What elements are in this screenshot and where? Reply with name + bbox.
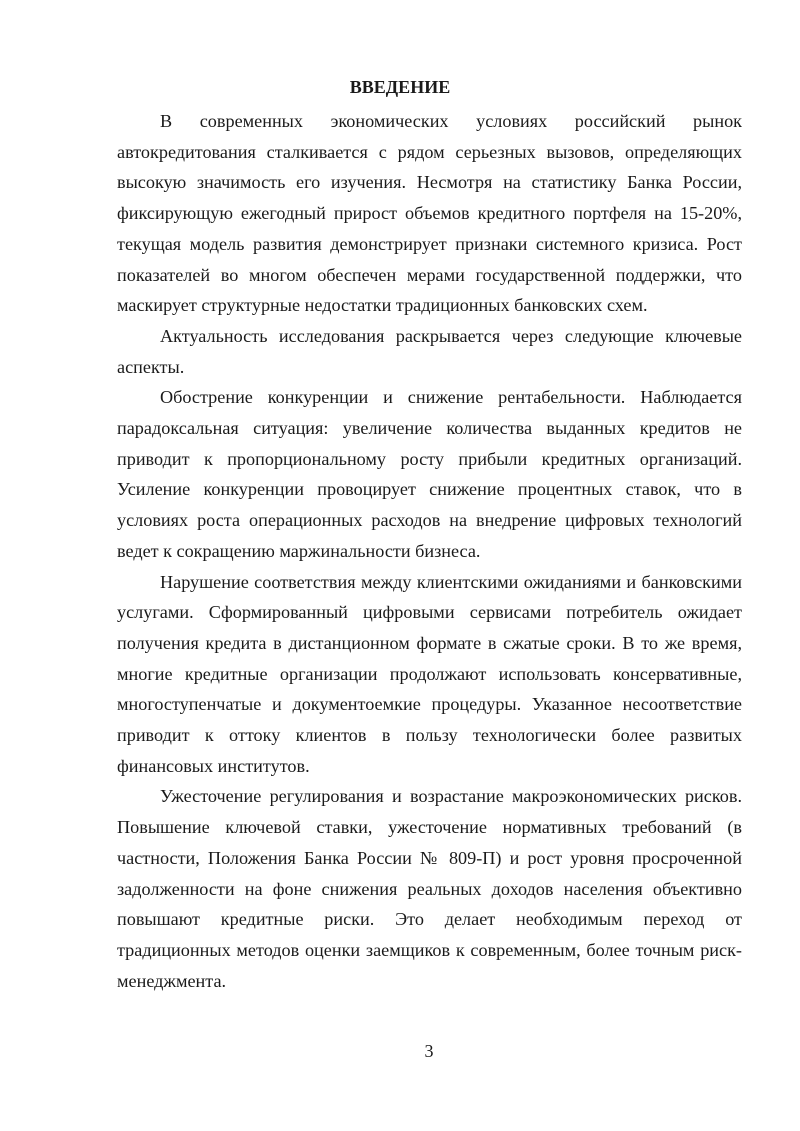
- body-text: [117, 106, 742, 996]
- page-number: 3: [424, 1041, 434, 1061]
- paragraph-regulation-risks: Ужесточение регулирования и возрастание макроэкономических рисков. Повышение ключевой ставки, ужесточение нормативных требований (в частности, Положения Банка России № 809-П) и рост уровня просроченной задолженности на фоне снижения реальных доходов населения объективно повышают кредитные риски. Это делает необходимым переход от традиционных методов оценки заемщиков к современным, более точным риск-менеджмента.: [117, 786, 742, 991]
- section-heading: ВВЕДЕНИЕ: [349, 77, 451, 97]
- paragraph-context: В современных экономических условиях российский рынок автокредитования сталкивается с рядом серьезных вызовов, определяющих высокую значимость его изучения. Несмотря на статистику Банка России, фиксирующую ежегодный прирост объемов кредитного портфеля на 15-20%, текущая модель развития демонстрирует признаки системного кризиса. Рост показателей во многом обеспечен мерами государственной поддержки, что маскирует структурные недостатки традиционных банковских схем.: [117, 111, 742, 316]
- paragraph-client-expectations: Нарушение соответствия между клиентскими ожиданиями и банковскими услугами. Сформированный цифровыми сервисами потребитель ожидает получения кредита в дистанционном формате в сжатые сроки. В то же время, многие кредитные организации продолжают использовать консервативные, многоступенчатые и документоемкие процедуры. Указанное несоответствие приводит к оттоку клиентов в пользу технологически более развитых финансовых институтов.: [117, 571, 742, 776]
- paragraph-competition: Обострение конкуренции и снижение рентабельности. Наблюдается парадоксальная ситуация: увеличение количества выданных кредитов не приводит к пропорциональному росту прибыли кредитных организаций. Усиление конкуренции провоцирует снижение процентных ставок, что в условиях роста операционных расходов на внедрение цифровых технологий ведет к сокращению маржинальности бизнеса.: [117, 387, 742, 561]
- paragraph-relevance-intro: Актуальность исследования раскрывается через следующие ключевые аспекты.: [117, 325, 742, 377]
